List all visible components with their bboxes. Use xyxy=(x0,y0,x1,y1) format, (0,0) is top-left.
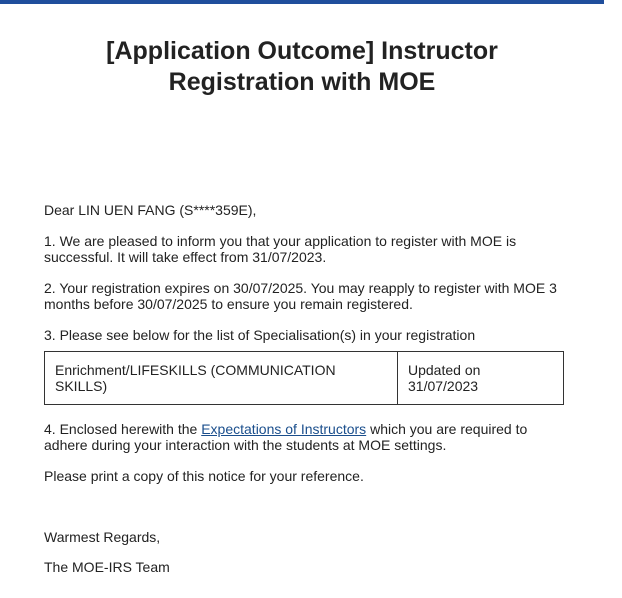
letter-body xyxy=(44,202,564,575)
paragraph-4-after: which you are required to adhere during your interaction with the students at MOE settings. xyxy=(44,421,528,453)
paragraph-4-before: 4. Enclosed herewith the xyxy=(44,421,202,437)
table-row xyxy=(45,352,564,405)
title-line-1: [Application Outcome] Instructor xyxy=(106,37,498,65)
top-accent-bar xyxy=(0,0,604,4)
specialisation-updated: Updated on 31/07/2023 xyxy=(398,352,564,405)
print-note: Please print a copy of this notice for your reference. xyxy=(44,468,364,484)
paragraph-3: 3. Please see below for the list of Specialisation(s) in your registration xyxy=(44,327,476,343)
expectations-link[interactable]: Expectations of Instructors xyxy=(201,421,367,437)
closing-regards: Warmest Regards, xyxy=(44,529,161,545)
page-title xyxy=(0,36,604,98)
greeting: Dear LIN UEN FANG (S****359E), xyxy=(44,202,257,218)
paragraph-2: 2. Your registration expires on 30/07/2025. You may reapply to register with MOE 3 months before 30/07/2025 to ensure you remain registered. xyxy=(44,280,557,312)
paragraph-1: 1. We are pleased to inform you that your application to register with MOE is successful. It will take effect from 31/07/2023. xyxy=(44,233,517,265)
signature: The MOE-IRS Team xyxy=(44,559,170,575)
paragraph-4 xyxy=(44,421,564,453)
title-line-2: Registration with MOE xyxy=(168,68,436,96)
specialisation-table xyxy=(44,351,564,405)
specialisation-name: Enrichment/LIFESKILLS (COMMUNICATION SKILLS) xyxy=(45,352,398,405)
